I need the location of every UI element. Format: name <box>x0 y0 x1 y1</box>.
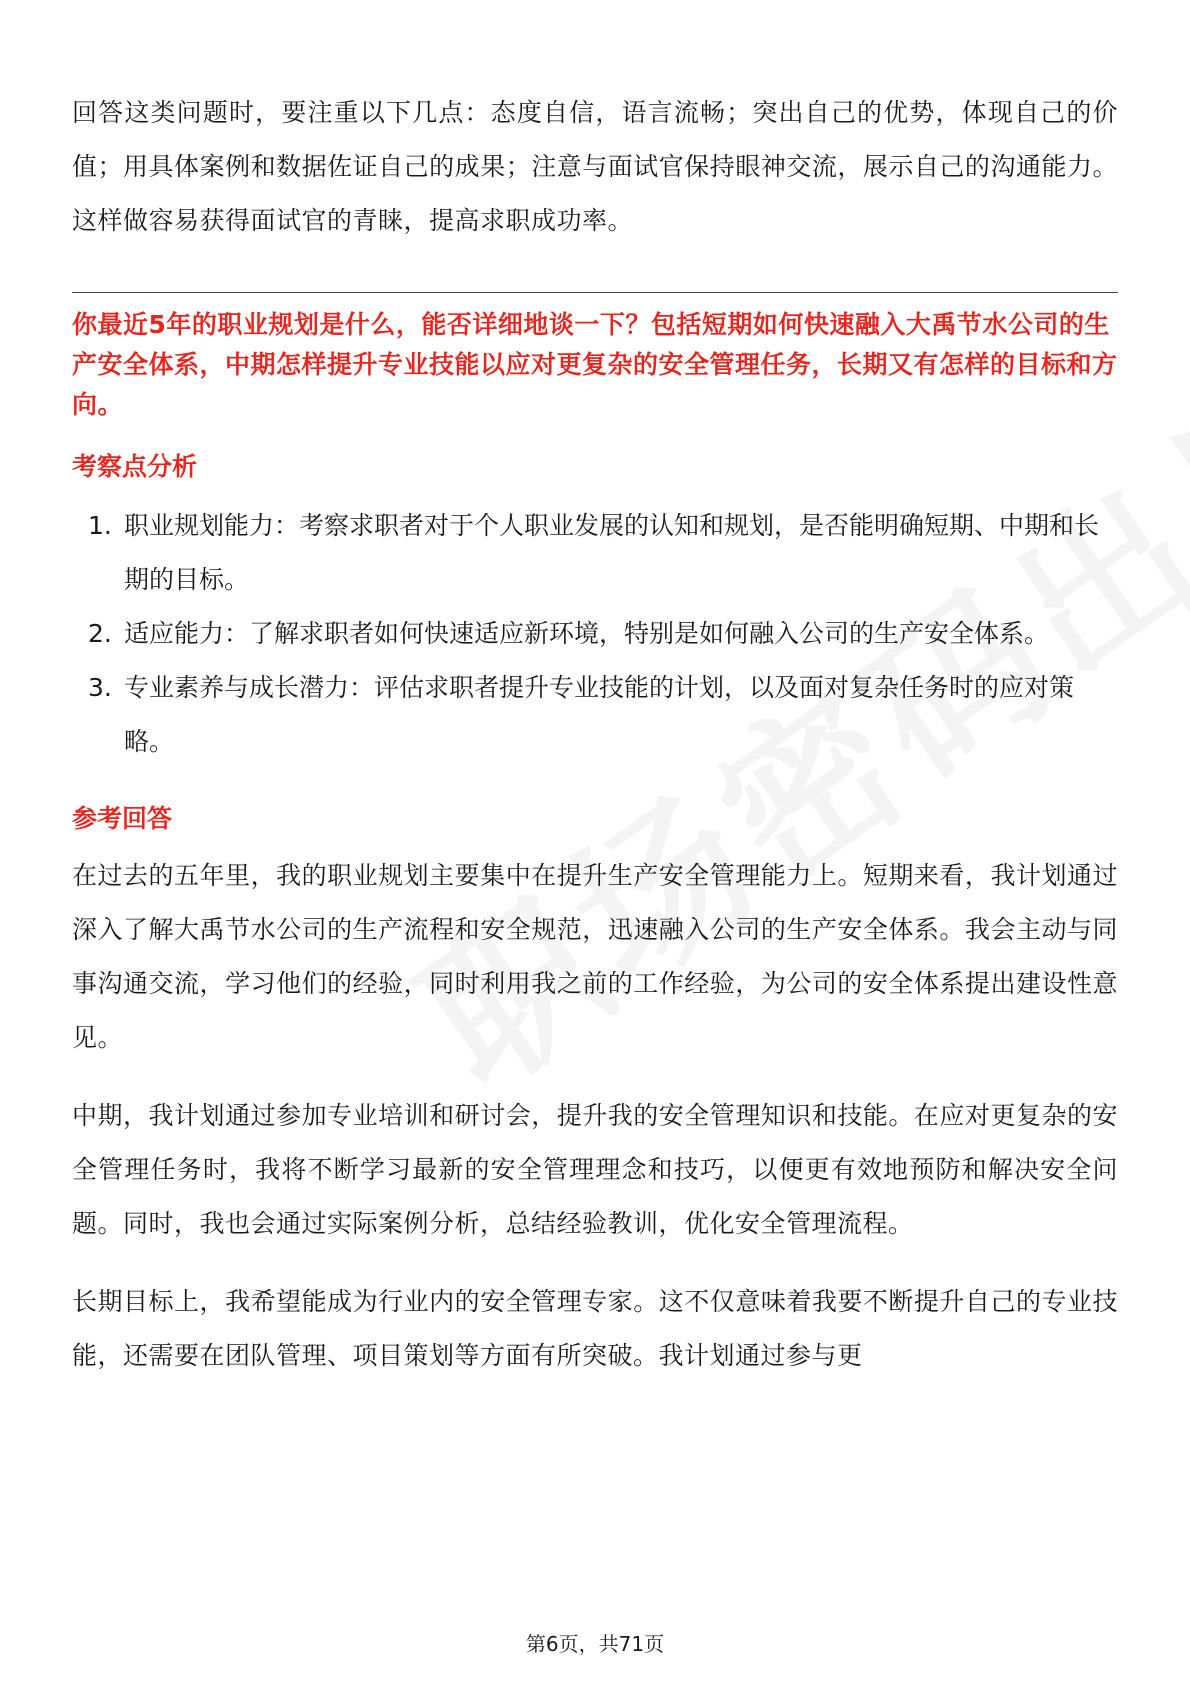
interview-question: 你最近5年的职业规划是什么，能否详细地谈一下？包括短期如何快速融入大禹节水公司的生产安全体系，中期怎样提升专业技能以应对更复杂的安全管理任务，长期又有怎样的目标和方向。 <box>72 310 1118 419</box>
paragraph-gap <box>72 1065 1118 1089</box>
intro-paragraph: 回答这类问题时，要注重以下几点：态度自信，语言流畅；突出自己的优势，体现自己的价值；用具体案例和数据佐证自己的成果；注意与面试官保持眼神交流，展示自己的沟通能力。这样做容易获得面试官的青睐，提高求职成功率。 <box>72 98 1118 235</box>
analysis-item-number: 3. <box>88 673 112 702</box>
paragraph-gap <box>72 1251 1118 1275</box>
analysis-heading: 考察点分析 <box>72 452 198 481</box>
analysis-item-text: 职业规划能力：考察求职者对于个人职业发展的认知和规划，是否能明确短期、中期和长期的目标。 <box>124 511 1100 594</box>
analysis-item-number: 2. <box>88 619 112 648</box>
page-footer: 第6页，共71页 <box>525 1632 665 1656</box>
analysis-item-number: 1. <box>88 511 112 540</box>
analysis-item-text: 专业素养与成长潜力：评估求职者提升专业技能的计划，以及面对复杂任务时的应对策略。 <box>124 673 1075 756</box>
answer-paragraph: 中期，我计划通过参加专业培训和研讨会，提升我的安全管理知识和技能。在应对更复杂的安全管理任务时，我将不断学习最新的安全管理理念和技巧，以便更有效地预防和解决安全问题。同时，我也会通过实际案例分析，总结经验教训，优化安全管理流程。 <box>72 1101 1118 1238</box>
analysis-item <box>72 661 1118 769</box>
page-content <box>72 86 1118 1383</box>
answer-paragraph: 长期目标上，我希望能成为行业内的安全管理专家。这不仅意味着我要不断提升自己的专业技能，还需要在团队管理、项目策划等方面有所突破。我计划通过参与更 <box>72 1287 1118 1370</box>
section-divider <box>72 292 1118 293</box>
analysis-item-text: 适应能力：了解求职者如何快速适应新环境，特别是如何融入公司的生产安全体系。 <box>124 619 1050 648</box>
answer-heading: 参考回答 <box>72 804 173 833</box>
analysis-list <box>72 499 1118 769</box>
answer-paragraph: 在过去的五年里，我的职业规划主要集中在提升生产安全管理能力上。短期来看，我计划通过深入了解大禹节水公司的生产流程和安全规范，迅速融入公司的生产安全体系。我会主动与同事沟通交流，学习他们的经验，同时利用我之前的工作经验，为公司的安全体系提出建设性意见。 <box>72 861 1118 1052</box>
analysis-item <box>72 499 1118 607</box>
analysis-item <box>72 607 1118 661</box>
